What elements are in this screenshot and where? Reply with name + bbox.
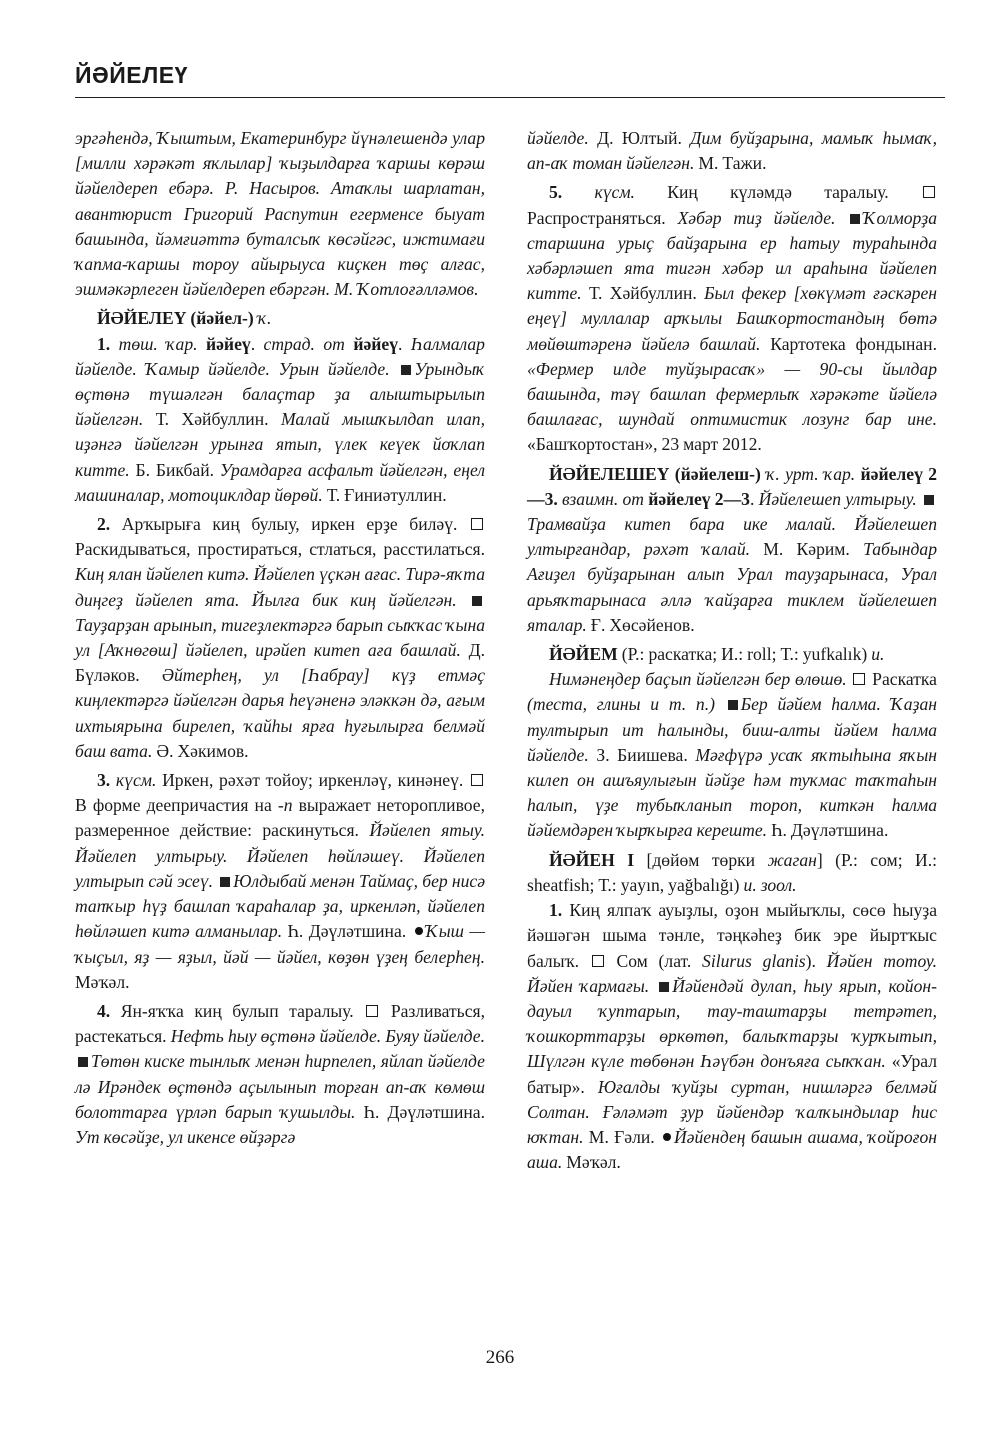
entry-yayeleu: ЙӘЙЕЛЕҮ (йәйел-) ҡ. xyxy=(97,308,272,329)
sense-4: 4. Ян-яҡҡа киң булып таралыу. Разливаться, растекаться. Нефть һыу өҫтөнә йәйелде. Буяу йәйелде. Төтөн киске тынлыҡ менән һирпелеп, яйлап йәйелде лә Ирәндек өҫтөндә аҫылынып торған ап-аҡ көмөш болоттарға үрләп барып ҡушылды. Һ. Дәүләтшина. Ут көсәйҙе, ул икенсе өйҙәргә xyxy=(75,1000,486,1147)
example-marker-icon xyxy=(472,596,482,606)
entry-yayem-definition: Нимәнеңдер баҫып йәйелгән бер өлөшө. Раскатка (теста, глины и т. п.) Бер йәйем һалма. Ҡаҙан тултырып ит һалынды, биш-алты йәйем һалма йәйелде. З. Биишева. Мәғфүрә усаҡ яҡтыһына яҡын килеп он ашъяулығын йәйҙе һәм туҡмас таҡтаһын һалып, үҙе тубыҡланып тороп, киткән һалма йәйемдәрен ҡырҡырға кереште. Һ. Дәүләтшина. xyxy=(527,669,937,841)
headword: ЙӘЙЕН I xyxy=(549,849,635,870)
translation-marker-icon xyxy=(471,774,483,786)
entry-yayen: ЙӘЙЕН I [дөйөм төрки жаган] (Р.: сом; И.: sheatfish; Т.: yayın, yağbalığı) и. зоол. xyxy=(527,849,937,895)
running-head: ЙӘЙЕЛЕҮ xyxy=(75,62,188,88)
translation-marker-icon xyxy=(366,1005,378,1017)
sense-4-continuation: йәйелде. Д. Юлтый. Дим буйҙарына, мамыҡ һымаҡ, ап-аҡ томан йәйелгән. М. Тажи. xyxy=(527,128,937,174)
example-marker-icon xyxy=(850,214,860,224)
entry-yayeleshew: ЙӘЙЕЛЕШЕҮ (йәйелеш-) ҡ. урт. ҡар. йәйелеү 2—3. взаимн. от йәйелеү 2—3. Йәйелешеп ултырыу. Трамвайҙа китеп бара ике малай. Йәйелешеп ултырғандар, рәхәт ҡалай. М. Кәрим. Табындар Ағиҙел буйҙарынан алып Урал тауҙарынаса, Урал арьяҡтарынаса әллә ҡайҙарға тиклем йәйелешеп яталар. Ғ. Хөсәйенов. xyxy=(527,463,938,635)
headword: ЙӘЙЕЛЕШЕҮ xyxy=(549,463,670,484)
sense-1: 1. Киң ялпаҡ ауыҙлы, оҙон мыйыҡлы, сөсө һыуҙа йәшәгән шыма тәнле, тәңкәһеҙ бик эре йыртҡыс балыҡ. Сом (лат. Silurus glanis). Йәйен тотоу. Йәйен ҡармағы. Йәйендәй дулап, һыу ярып, койон-дауыл ҡуптарып, тау-таштарҙы тетрәтеп, ҡошкорттарҙы өркөтөп, балыҡтарҙы ҡурҡытып, Шүлгән күле төбөнән Һәүбән донъяға сыҡҡан. «Урал батыр». Юғалды ҡуйҙы суртан, нишләргә белмәй Солтан. Ғәләмәт ҙур йәйендәр ҡалҡындылар һис юҡтан. М. Ғәли. Йәйендең башын ашама, ҡойроғон аша. Мәҡәл. xyxy=(527,900,937,1173)
headword: ЙӘЙЕЛЕҮ xyxy=(97,308,187,329)
sense-3: 3. күсм. Иркен, рәхәт тойоу; иркенләү, кинәнеү. В форме деепричастия на -п выражает неторопливое, размеренное действие: раскинуться. Йәйелеп ятыу. Йәйелеп ултырыу. Йәйелеп һөйләшеү. Йәйелеп ултырып сәй эсеү. Юлдыбай менән Таймаҫ, бер нисә тапҡыр һүҙ башлап ҡараһалар ҙа, иркенләп, йәйелеп һөйләшеп китә алманылар. Һ. Дәүләтшина. Ҡыш — ҡыҫыл, яҙ — яҙыл, йәй — йәйел, көҙөн үҙең белерһең. Мәҡәл. xyxy=(75,770,486,992)
translation-marker-icon xyxy=(592,955,604,967)
translation-marker-icon xyxy=(923,186,935,198)
example-marker-icon xyxy=(728,700,738,710)
right-column xyxy=(527,126,937,1175)
sense-5: 5. күсм. Киң күләмдә таралыу. Распространяться. Хәбәр тиҙ йәйелде. Ҡолморҙа старшина урыҫ байҙарына ер һатыу тураһында хәбәрләшеп ята тигән хәбәр ил араһына йәйелеп китте. Т. Хәйбуллин. Был фекер [хөкүмәт ғәскәрен еңеү] муллалар арҡылы Башҡортостандың бөтә мөйөштәренә йәйелә башлай. Картотека фондынан. «Фермер илде туйҙырасаҡ» — 90-сы йылдар башында, тәү башлап фермерлыҡ хәрәкәте йәйелә башлағас, шундай оптимистик лозунг бар ине. «Башҡортостан», 23 март 2012. xyxy=(527,182,938,455)
left-column xyxy=(75,126,485,1150)
example-marker-icon xyxy=(401,365,411,375)
page-number: 266 xyxy=(485,1347,515,1368)
example-marker-icon xyxy=(659,982,669,992)
headword: ЙӘЙЕМ xyxy=(549,644,618,665)
example-marker-icon xyxy=(220,877,230,887)
proverb-marker-icon xyxy=(415,927,423,935)
translation-marker-icon xyxy=(471,518,483,530)
sense-1: 1. төш. ҡар. йәйеү. страд. от йәйеү. Һалмалар йәйелде. Ҡамыр йәйелде. Урын йәйелде. Урындыҡ өҫтөнә түшәлгән балаҫтар ҙа алыштырылып йәйелгән. Т. Хәйбуллин. Малай мышҡылдап илап, иҙәнгә йәйелгән урынға ятып, үлек кеүек йоҡлап китте. Б. Бикбай. Урамдарға асфальт йәйелгән, еңел машиналар, мотоциклдар йөрөй. Т. Ғиниәтуллин. xyxy=(75,333,486,505)
entry-continuation: эргәһендә, Ҡыштым, Екатеринбург йүнәлешендә улар [милли хәрәкәт яҡлылар] ҡыҙылдарға ҡаршы көрәш йәйелдереп ебәрә. Р. Насыров. Атаҡлы шарлатан, авантюрист Григорий Распутин егерменсе быуат башында, йәмғиәттә буталсыҡ көсәйгәс, ижтимағи ҡапма-ҡаршы тороу айырыуса киҫкен төҫ алғас, эшмәкәрлеген йәйелдереп ебәргән. М. Ҡотлоғәлләмов. xyxy=(75,128,485,300)
translation-marker-icon xyxy=(853,673,865,685)
sense-2: 2. Арҡырыға киң булыу, иркен ерҙе биләү. Раскидываться, простираться, стлаться, расстилаться. Киң ялан йәйелеп китә. Йәйелеп үҫкән ағас. Тирә-яҡта диңгеҙ йәйелеп ята. Йылға бик киң йәйелгән. Тауҙарҙан арынып, тигеҙлектәргә барып сыҡҡас ҡына ул [Аҡнөгөш] йәйелеп, ирәйеп китеп аға башлай. Д. Бүләков. Әйтерһең, ул [Һабрау] күҙ етмәҫ киңлектәргә йәйелгән дарья һеүәненә эләккән дә, ағым ихтыярына бирелеп, ҡайһы ярға һуғылырға белмәй баш вата. Ә. Хәкимов. xyxy=(75,514,485,761)
example-marker-icon xyxy=(78,1057,88,1067)
proverb-marker-icon xyxy=(663,1133,671,1141)
example-marker-icon xyxy=(924,495,934,505)
entry-yayem: ЙӘЙЕМ (Р.: раскатка; И.: roll; Т.: yufkalık) и. xyxy=(549,644,885,665)
header-rule xyxy=(75,97,945,98)
